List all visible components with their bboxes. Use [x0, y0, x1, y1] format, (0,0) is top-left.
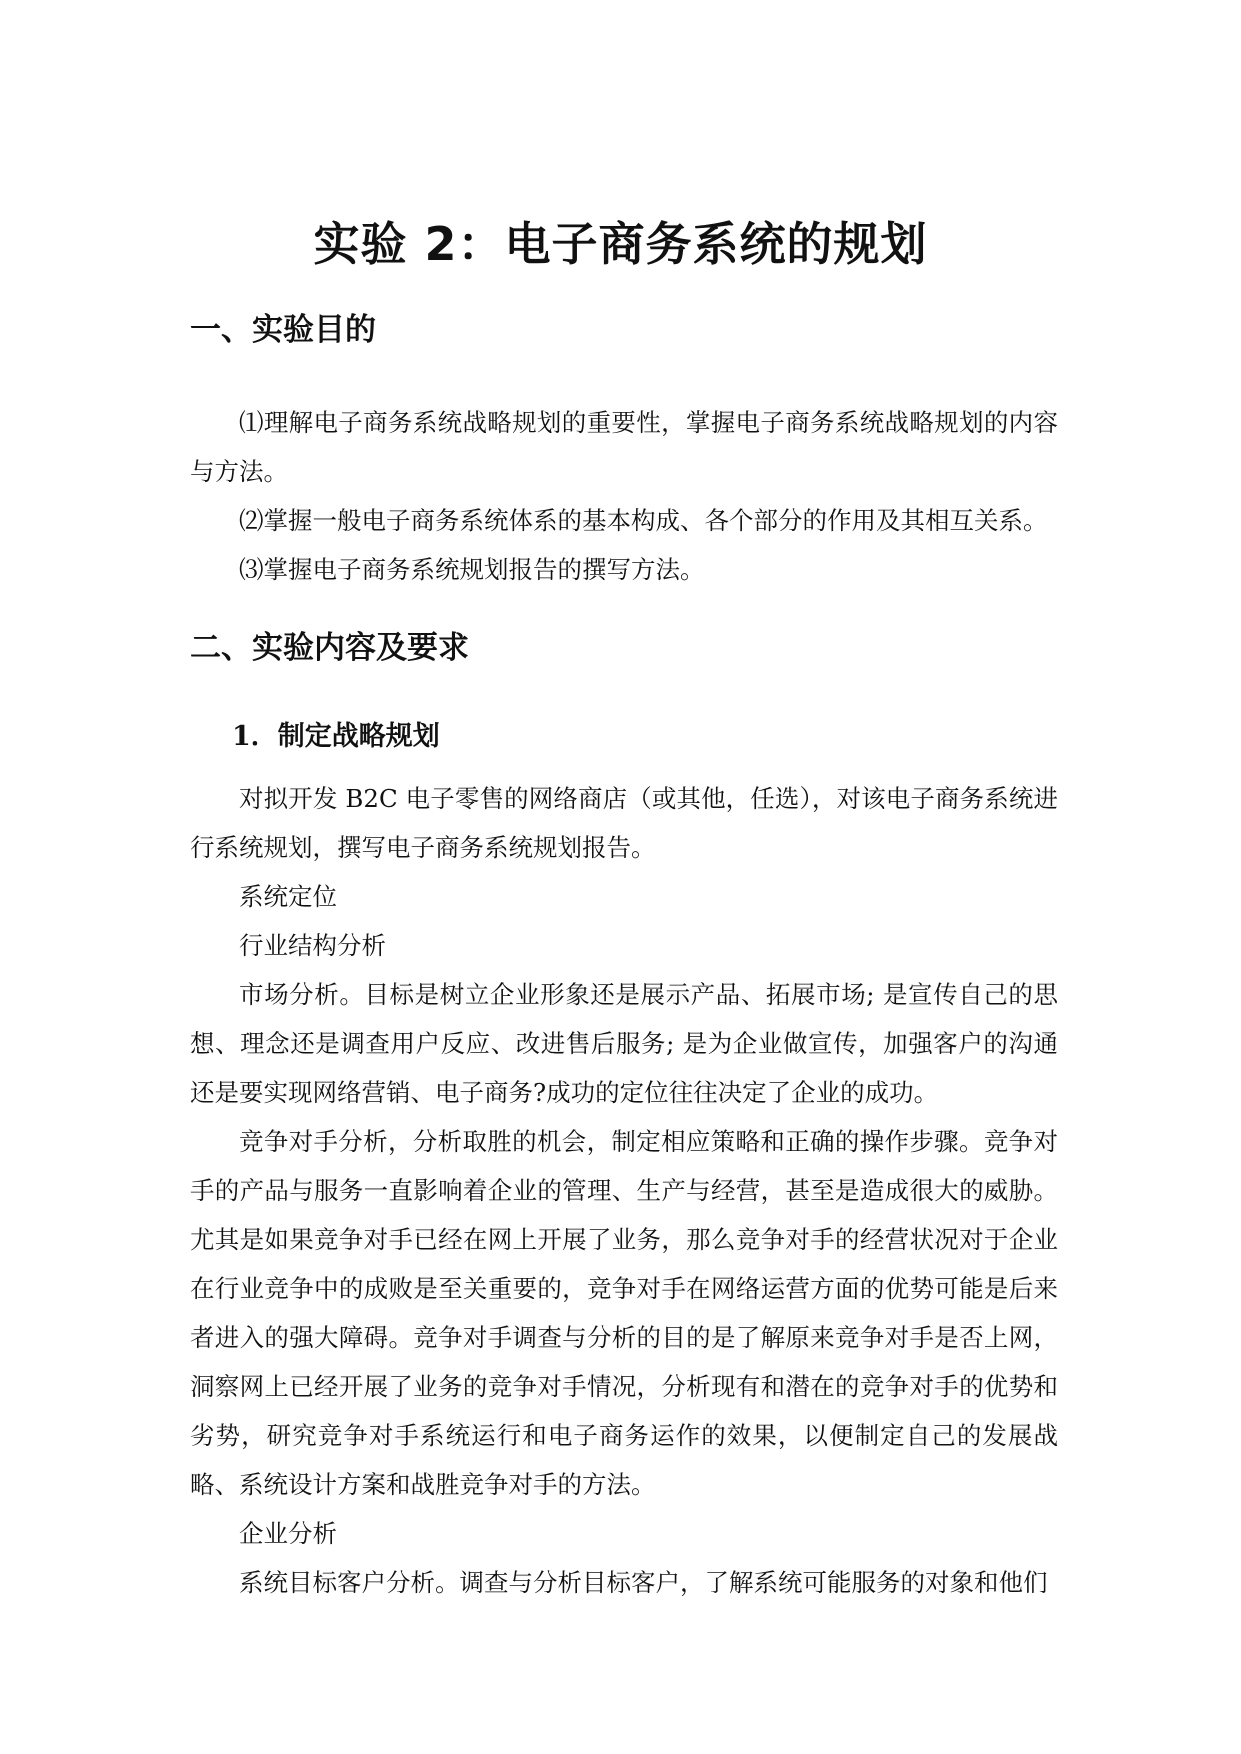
section-heading-content: 二、实验内容及要求	[190, 630, 469, 666]
paragraph-system-positioning: 系统定位	[239, 882, 337, 911]
paragraph-industry-analysis: 行业结构分析	[239, 931, 386, 960]
objective-item-2: ⑵掌握一般电子商务系统体系的基本构成、各个部分的作用及其相互关系。	[239, 506, 1048, 535]
objective-item-3: ⑶掌握电子商务系统规划报告的撰写方法。	[239, 555, 705, 584]
paragraph-market-analysis: 市场分析。目标是树立企业形象还是展示产品、拓展市场; 是宣传自己的思想、理念还是调查用户反应、改进售后服务; 是为企业做宣传，加强客户的沟通还是要实现网络营销、电子商务?成功的定位往往决定了企业的成功。	[190, 980, 1058, 1107]
section-heading-objectives: 一、实验目的	[190, 312, 376, 348]
paragraph-target-customer-analysis: 系统目标客户分析。调查与分析目标客户，了解系统可能服务的对象和他们	[239, 1568, 1048, 1597]
paragraph-intro: 对拟开发 B2C 电子零售的网络商店（或其他，任选），对该电子商务系统进行系统规划，撰写电子商务系统规划报告。	[190, 784, 1058, 862]
subsection-heading-strategy: 1．制定战略规划	[232, 721, 440, 752]
document-title: 实验 2：电子商务系统的规划	[313, 217, 928, 271]
paragraph-competitor-analysis: 竞争对手分析，分析取胜的机会，制定相应策略和正确的操作步骤。竞争对手的产品与服务一直影响着企业的管理、生产与经营，甚至是造成很大的威胁。尤其是如果竞争对手已经在网上开展了业务，那么竞争对手的经营状况对于企业在行业竞争中的成败是至关重要的，竞争对手在网络运营方面的优势可能是后来者进入的强大障碍。竞争对手调查与分析的目的是了解原来竞争对手是否上网，洞察网上已经开展了业务的竞争对手情况，分析现有和潜在的竞争对手的优势和劣势，研究竞争对手系统运行和电子商务运作的效果，以便制定自己的发展战略、系统设计方案和战胜竞争对手的方法。	[190, 1127, 1058, 1499]
objective-item-1: ⑴理解电子商务系统战略规划的重要性，掌握电子商务系统战略规划的内容与方法。	[190, 408, 1058, 486]
paragraph-enterprise-analysis: 企业分析	[239, 1519, 337, 1548]
